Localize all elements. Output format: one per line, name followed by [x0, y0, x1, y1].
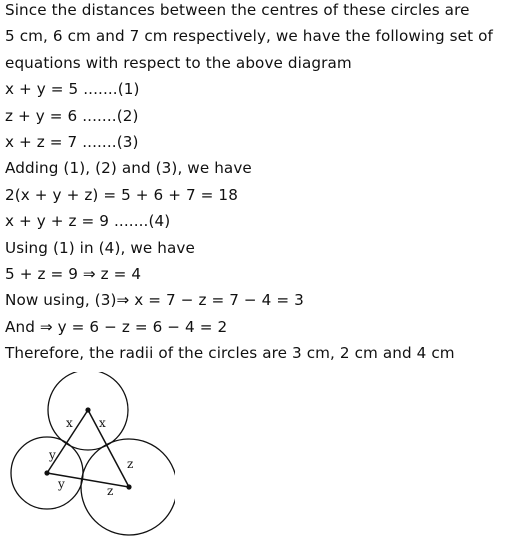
equation-z: 5 + z = 9 ⇒ z = 4	[5, 264, 142, 283]
equation-sum: 2(x + y + z) = 5 + 6 + 7 = 18	[5, 185, 238, 204]
conclusion-line: Therefore, the radii of the circles are 3 cm, 2 cm and 4 cm	[5, 344, 455, 363]
equation-x: Now using, (3)⇒ x = 7 − z = 7 − 4 = 3	[5, 291, 304, 310]
equation-1: x + y = 5 .......(1)	[5, 80, 140, 99]
triangle-side-top-right	[88, 410, 129, 487]
solution-text	[5, 0, 520, 369]
label-y-bottom: y	[58, 477, 65, 491]
circles-diagram	[0, 372, 175, 542]
equation-y: And ⇒ y = 6 − z = 6 − 4 = 2	[5, 317, 228, 336]
equation-4: x + y + z = 9 .......(4)	[5, 212, 171, 231]
left-centre-dot	[44, 470, 49, 475]
text-line: Adding (1), (2) and (3), we have	[5, 159, 252, 178]
label-x-right: x	[99, 416, 106, 430]
text-line: Using (1) in (4), we have	[5, 238, 195, 257]
right-centre-dot	[126, 484, 131, 489]
label-z-right: z	[127, 457, 134, 471]
label-y-top: y	[49, 448, 56, 462]
top-centre-dot	[85, 407, 90, 412]
equation-3: x + z = 7 .......(3)	[5, 132, 139, 151]
label-z-bottom: z	[107, 484, 114, 498]
text-line: equations with respect to the above diagram	[5, 53, 352, 72]
text-line: 5 cm, 6 cm and 7 cm respectively, we have the following set of	[5, 27, 493, 46]
equation-2: z + y = 6 .......(2)	[5, 106, 139, 125]
label-x-left: x	[66, 416, 73, 430]
text-line: Since the distances between the centres of these circles are	[5, 1, 470, 19]
